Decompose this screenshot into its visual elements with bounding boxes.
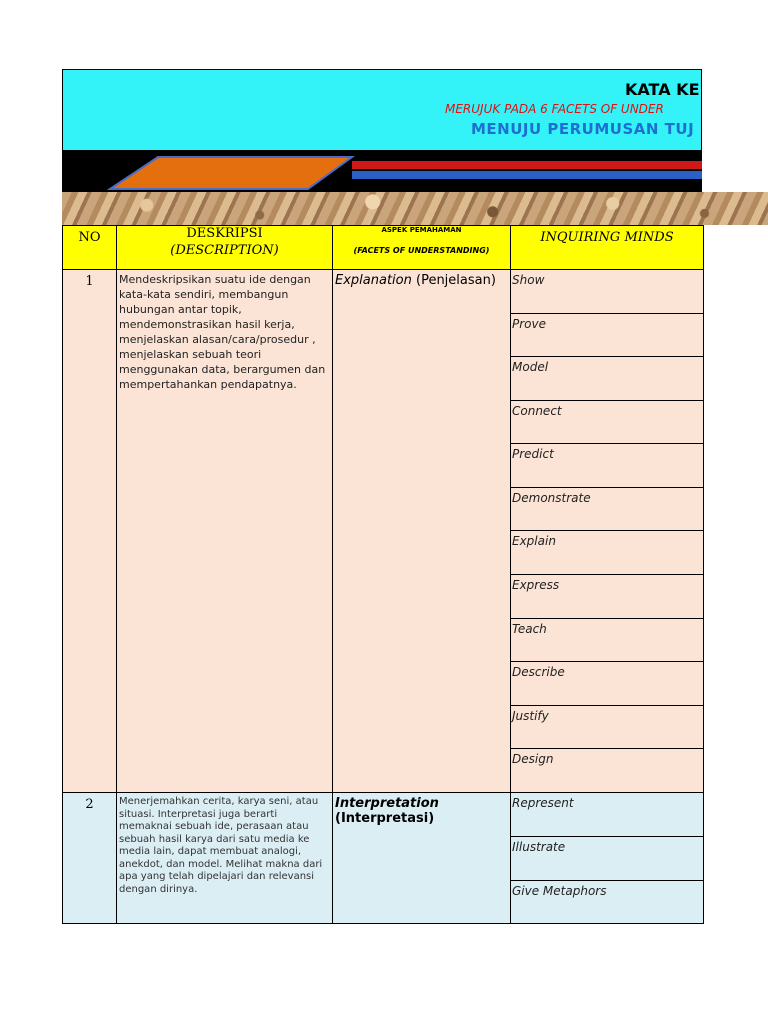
inquiring-mind-item: Represent (511, 793, 704, 837)
row-facet (333, 270, 511, 793)
inquiring-mind-item: Demonstrate (511, 488, 704, 531)
inquiring-mind-item: Illustrate (511, 837, 704, 881)
inquiring-mind-item: Explain (511, 531, 704, 575)
header-description-english: (DESCRIPTION) (170, 243, 279, 258)
red-stripe (352, 161, 702, 169)
inquiring-mind-item: Give Metaphors (511, 881, 704, 924)
inquiring-mind-item: Model (511, 357, 704, 401)
header-description (117, 226, 333, 270)
blue-stripe (352, 171, 702, 179)
header-inquiring-minds: INQUIRING MINDS (511, 226, 704, 270)
header-row (63, 226, 704, 270)
banner-title: KATA KE (625, 80, 700, 99)
rock-texture-band (62, 192, 768, 225)
facet-translation: (Interpretasi) (335, 811, 435, 826)
inquiring-mind-item: Predict (511, 444, 704, 488)
row-number: 1 (63, 270, 117, 793)
inquiring-mind-item: Describe (511, 662, 704, 706)
inquiring-mind-item: Teach (511, 619, 704, 662)
row-description: Mendeskripsikan suatu ide dengan kata-kata sendiri, membangun hubungan antar topik, mendemonstrasikan hasil kerja, menjelaskan alasan/cara/prosedur , menjelaskan sebuah teori menggunakan data, berargumen dan mempertahankan pendapatnya. (117, 270, 333, 793)
facet-name: Explanation (335, 273, 412, 288)
facet-name: Interpretation (335, 796, 439, 811)
inquiring-mind-item: Show (511, 270, 704, 314)
header-description-label: DESKRIPSI (186, 226, 263, 241)
table-row (63, 270, 704, 314)
banner-subtitle-2: MENUJU PERUMUSAN TUJ (471, 120, 695, 138)
facet-translation: (Penjelasan) (416, 273, 496, 288)
inquiring-mind-item: Express (511, 575, 704, 619)
header-aspek (333, 226, 511, 270)
title-banner (62, 69, 702, 151)
row-description: Menerjemahkan cerita, karya seni, atau situasi. Interpretasi juga berarti memaknai sebuah ide, perasaan atau sebuah hasil karya dari satu media ke media lain, dapat membuat analogi, anekdot, dan model. Melihat makna dari apa yang telah dipelajari dan relevansi dengan dirinya. (117, 793, 333, 924)
row-number: 2 (63, 793, 117, 924)
decorative-strip (62, 151, 702, 192)
orange-parallelogram (110, 157, 352, 189)
header-aspek-english: (FACETS OF UNDERSTANDING) (353, 246, 490, 255)
table-row (63, 793, 704, 837)
inquiring-mind-item: Prove (511, 314, 704, 357)
row-facet (333, 793, 511, 924)
banner-subtitle: MERUJUK PADA 6 FACETS OF UNDER (445, 102, 664, 116)
inquiring-mind-item: Design (511, 749, 704, 793)
header-no: NO (63, 226, 117, 270)
inquiring-mind-item: Justify (511, 706, 704, 749)
decorative-stripes (62, 151, 702, 192)
facets-table (62, 225, 704, 924)
header-aspek-label: ASPEK PEMAHAMAN (381, 226, 462, 234)
inquiring-mind-item: Connect (511, 401, 704, 444)
